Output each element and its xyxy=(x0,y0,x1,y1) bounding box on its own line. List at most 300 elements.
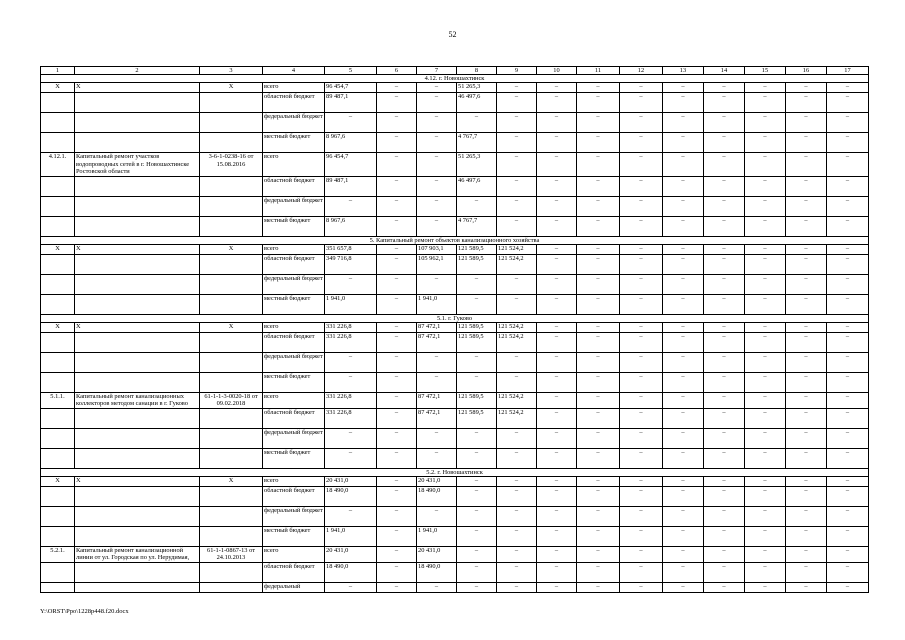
table-row xyxy=(41,582,869,592)
value-cell: – xyxy=(497,582,537,592)
value-cell: – xyxy=(745,526,786,546)
item-number-cell xyxy=(41,133,75,153)
column-number-row xyxy=(41,67,869,75)
value-cell: 331 226,8 xyxy=(325,392,377,408)
value-cell: – xyxy=(325,196,377,216)
value-cell: – xyxy=(827,93,869,113)
value-cell: – xyxy=(663,486,704,506)
value-cell: 121 524,2 xyxy=(497,332,537,352)
item-number-cell xyxy=(41,274,75,294)
value-cell: 18 490,0 xyxy=(417,486,457,506)
value-cell: – xyxy=(377,294,417,314)
value-cell: – xyxy=(497,113,537,133)
value-cell: – xyxy=(417,428,457,448)
value-cell: – xyxy=(620,476,663,486)
value-cell: – xyxy=(704,562,745,582)
table-row xyxy=(41,196,869,216)
expertise-cell: X xyxy=(200,244,263,254)
value-cell: 121 589,5 xyxy=(457,322,497,332)
expertise-cell xyxy=(200,274,263,294)
value-cell: – xyxy=(827,562,869,582)
value-cell: – xyxy=(704,196,745,216)
value-cell: 8 967,6 xyxy=(325,216,377,236)
item-number-cell xyxy=(41,113,75,133)
value-cell: – xyxy=(620,133,663,153)
value-cell: – xyxy=(417,372,457,392)
value-cell: – xyxy=(417,506,457,526)
value-cell: – xyxy=(577,176,620,196)
value-cell: 96 454,7 xyxy=(325,153,377,177)
value-cell: – xyxy=(704,506,745,526)
value-cell: 121 524,2 xyxy=(497,244,537,254)
value-cell: – xyxy=(497,428,537,448)
value-cell: – xyxy=(537,582,577,592)
value-cell: – xyxy=(377,274,417,294)
item-number-cell: 5.2.1. xyxy=(41,546,75,562)
value-cell: – xyxy=(537,546,577,562)
value-cell: – xyxy=(827,153,869,177)
column-number-cell: 3 xyxy=(200,67,263,75)
value-cell: – xyxy=(325,113,377,133)
value-cell: – xyxy=(417,448,457,468)
value-cell: – xyxy=(786,476,827,486)
value-cell: 351 657,8 xyxy=(325,244,377,254)
funding-source-cell: всего xyxy=(263,476,325,486)
value-cell: – xyxy=(537,372,577,392)
table-row xyxy=(41,428,869,448)
column-number-cell: 17 xyxy=(827,67,869,75)
value-cell: – xyxy=(537,254,577,274)
table-row xyxy=(41,133,869,153)
value-cell: – xyxy=(577,196,620,216)
column-number-cell: 15 xyxy=(745,67,786,75)
value-cell: – xyxy=(827,196,869,216)
value-cell: 8 967,6 xyxy=(325,133,377,153)
value-cell: 121 589,5 xyxy=(457,392,497,408)
value-cell: – xyxy=(704,448,745,468)
value-cell: – xyxy=(377,322,417,332)
value-cell: – xyxy=(620,332,663,352)
item-number-cell xyxy=(41,408,75,428)
value-cell: 4 767,7 xyxy=(457,133,497,153)
value-cell: – xyxy=(827,113,869,133)
value-cell: – xyxy=(377,506,417,526)
value-cell: – xyxy=(577,244,620,254)
value-cell: – xyxy=(704,428,745,448)
value-cell: – xyxy=(577,546,620,562)
value-cell: – xyxy=(745,372,786,392)
value-cell: – xyxy=(577,83,620,93)
value-cell: – xyxy=(577,274,620,294)
value-cell: 20 431,0 xyxy=(417,476,457,486)
value-cell: – xyxy=(577,392,620,408)
expertise-cell: X xyxy=(200,476,263,486)
item-name-cell xyxy=(75,562,200,582)
value-cell: 105 962,1 xyxy=(417,254,457,274)
value-cell: – xyxy=(417,352,457,372)
value-cell: – xyxy=(620,448,663,468)
section-header-row xyxy=(41,314,869,322)
table-row xyxy=(41,506,869,526)
column-number-cell: 1 xyxy=(41,67,75,75)
value-cell: – xyxy=(786,428,827,448)
table-row xyxy=(41,254,869,274)
value-cell: – xyxy=(377,372,417,392)
value-cell: – xyxy=(745,254,786,274)
funding-source-cell: областной бюджет xyxy=(263,332,325,352)
section-title: 5. Капитальный ремонт объектов канализационного хозяйства xyxy=(41,236,869,244)
value-cell: – xyxy=(786,133,827,153)
funding-source-cell: федеральный xyxy=(263,582,325,592)
value-cell: – xyxy=(417,176,457,196)
value-cell: – xyxy=(417,216,457,236)
value-cell: – xyxy=(457,562,497,582)
expertise-cell xyxy=(200,526,263,546)
column-number-cell: 11 xyxy=(577,67,620,75)
value-cell: – xyxy=(577,133,620,153)
item-name-cell xyxy=(75,408,200,428)
value-cell: 96 454,7 xyxy=(325,83,377,93)
value-cell: – xyxy=(704,274,745,294)
table-row xyxy=(41,216,869,236)
value-cell: – xyxy=(704,582,745,592)
value-cell: – xyxy=(457,352,497,372)
expertise-cell xyxy=(200,486,263,506)
value-cell: – xyxy=(745,153,786,177)
value-cell: – xyxy=(786,546,827,562)
table-row xyxy=(41,113,869,133)
value-cell: – xyxy=(620,582,663,592)
value-cell: – xyxy=(620,254,663,274)
item-name-cell: X xyxy=(75,322,200,332)
value-cell: – xyxy=(537,392,577,408)
value-cell: 121 524,2 xyxy=(497,392,537,408)
value-cell: – xyxy=(704,372,745,392)
value-cell: – xyxy=(457,448,497,468)
value-cell: – xyxy=(497,546,537,562)
value-cell: – xyxy=(745,332,786,352)
funding-source-cell: федеральный бюджет xyxy=(263,428,325,448)
value-cell: – xyxy=(377,526,417,546)
value-cell: – xyxy=(577,582,620,592)
value-cell: – xyxy=(377,392,417,408)
value-cell: 87 472,1 xyxy=(417,408,457,428)
value-cell: – xyxy=(620,372,663,392)
value-cell: – xyxy=(325,506,377,526)
expertise-cell xyxy=(200,216,263,236)
value-cell: – xyxy=(663,352,704,372)
funding-source-cell: местный бюджет xyxy=(263,294,325,314)
value-cell: – xyxy=(457,294,497,314)
value-cell: – xyxy=(786,176,827,196)
value-cell: 331 226,8 xyxy=(325,322,377,332)
item-name-cell: Капитальный ремонт канализационной линии от ул. Городская по ул. Нерудимая, xyxy=(75,546,200,562)
expertise-cell: 61-1-1-3-0020-18 от 09.02.2018 xyxy=(200,392,263,408)
value-cell: – xyxy=(377,408,417,428)
table-row xyxy=(41,486,869,506)
funding-source-cell: областной бюджет xyxy=(263,176,325,196)
value-cell: – xyxy=(786,506,827,526)
funding-source-cell: местный бюджет xyxy=(263,216,325,236)
value-cell: – xyxy=(620,408,663,428)
value-cell: – xyxy=(537,83,577,93)
value-cell: 89 487,1 xyxy=(325,176,377,196)
value-cell: – xyxy=(537,352,577,372)
funding-source-cell: местный бюджет xyxy=(263,133,325,153)
value-cell: – xyxy=(704,486,745,506)
table-row xyxy=(41,93,869,113)
value-cell: – xyxy=(325,582,377,592)
expertise-cell xyxy=(200,428,263,448)
value-cell: – xyxy=(786,254,827,274)
table-row xyxy=(41,274,869,294)
value-cell: – xyxy=(577,428,620,448)
value-cell: – xyxy=(620,216,663,236)
value-cell: – xyxy=(457,274,497,294)
value-cell: 46 497,6 xyxy=(457,176,497,196)
value-cell: – xyxy=(663,133,704,153)
item-name-cell: Капитальный ремонт участков водопроводных сетей в г. Новошахтинске Ростовской области xyxy=(75,153,200,177)
value-cell: – xyxy=(827,526,869,546)
value-cell: – xyxy=(745,562,786,582)
value-cell: – xyxy=(786,153,827,177)
value-cell: – xyxy=(786,392,827,408)
value-cell: – xyxy=(577,506,620,526)
item-name-cell xyxy=(75,113,200,133)
value-cell: – xyxy=(786,244,827,254)
item-name-cell xyxy=(75,196,200,216)
value-cell: – xyxy=(377,476,417,486)
item-name-cell xyxy=(75,486,200,506)
value-cell: – xyxy=(497,562,537,582)
value-cell: – xyxy=(377,428,417,448)
value-cell: 51 265,3 xyxy=(457,83,497,93)
item-name-cell xyxy=(75,216,200,236)
item-number-cell xyxy=(41,176,75,196)
funding-source-cell: областной бюджет xyxy=(263,254,325,274)
value-cell: – xyxy=(704,244,745,254)
item-name-cell xyxy=(75,93,200,113)
funding-source-cell: федеральный бюджет xyxy=(263,506,325,526)
value-cell: – xyxy=(663,294,704,314)
value-cell: – xyxy=(786,486,827,506)
value-cell: – xyxy=(497,216,537,236)
expertise-cell xyxy=(200,562,263,582)
value-cell: – xyxy=(704,322,745,332)
column-number-cell: 5 xyxy=(325,67,377,75)
value-cell: – xyxy=(827,408,869,428)
value-cell: – xyxy=(537,332,577,352)
value-cell: – xyxy=(377,216,417,236)
value-cell: – xyxy=(577,448,620,468)
value-cell: – xyxy=(704,352,745,372)
value-cell: – xyxy=(620,244,663,254)
value-cell: – xyxy=(457,582,497,592)
value-cell: – xyxy=(663,546,704,562)
table-row xyxy=(41,322,869,332)
value-cell: – xyxy=(417,83,457,93)
value-cell: – xyxy=(497,372,537,392)
column-number-cell: 6 xyxy=(377,67,417,75)
value-cell: – xyxy=(620,546,663,562)
value-cell: – xyxy=(577,254,620,274)
value-cell: – xyxy=(827,428,869,448)
table-row xyxy=(41,176,869,196)
column-number-cell: 16 xyxy=(786,67,827,75)
value-cell: – xyxy=(537,113,577,133)
item-name-cell xyxy=(75,582,200,592)
section-header-row xyxy=(41,75,869,83)
value-cell: – xyxy=(497,153,537,177)
value-cell: – xyxy=(663,408,704,428)
value-cell: – xyxy=(704,254,745,274)
value-cell: – xyxy=(537,562,577,582)
value-cell: – xyxy=(537,196,577,216)
value-cell: – xyxy=(704,546,745,562)
value-cell: – xyxy=(827,392,869,408)
column-number-cell: 13 xyxy=(663,67,704,75)
value-cell: – xyxy=(663,332,704,352)
item-name-cell xyxy=(75,526,200,546)
value-cell: – xyxy=(417,133,457,153)
value-cell: – xyxy=(786,352,827,372)
value-cell: – xyxy=(537,506,577,526)
value-cell: – xyxy=(620,93,663,113)
value-cell: 87 472,1 xyxy=(417,392,457,408)
table-row xyxy=(41,392,869,408)
value-cell: – xyxy=(827,372,869,392)
item-name-cell xyxy=(75,332,200,352)
value-cell: – xyxy=(417,582,457,592)
value-cell: – xyxy=(745,113,786,133)
value-cell: – xyxy=(663,448,704,468)
funding-source-cell: федеральный бюджет xyxy=(263,274,325,294)
value-cell: – xyxy=(786,372,827,392)
value-cell: – xyxy=(827,176,869,196)
expertise-cell xyxy=(200,506,263,526)
value-cell: – xyxy=(377,582,417,592)
value-cell: – xyxy=(620,274,663,294)
value-cell: – xyxy=(827,294,869,314)
value-cell: – xyxy=(577,526,620,546)
value-cell: – xyxy=(377,83,417,93)
value-cell: – xyxy=(497,196,537,216)
funding-source-cell: местный бюджет xyxy=(263,448,325,468)
value-cell: 20 431,0 xyxy=(325,546,377,562)
value-cell: – xyxy=(577,216,620,236)
value-cell: – xyxy=(745,216,786,236)
expertise-cell xyxy=(200,352,263,372)
value-cell: – xyxy=(827,486,869,506)
value-cell: – xyxy=(537,244,577,254)
item-name-cell xyxy=(75,448,200,468)
table-row xyxy=(41,408,869,428)
item-name-cell xyxy=(75,294,200,314)
value-cell: – xyxy=(620,153,663,177)
value-cell: 121 524,2 xyxy=(497,254,537,274)
funding-source-cell: всего xyxy=(263,322,325,332)
expertise-cell: X xyxy=(200,322,263,332)
value-cell: – xyxy=(745,133,786,153)
value-cell: – xyxy=(827,216,869,236)
item-number-cell xyxy=(41,352,75,372)
value-cell: – xyxy=(745,546,786,562)
item-name-cell: X xyxy=(75,83,200,93)
value-cell: – xyxy=(704,476,745,486)
value-cell: – xyxy=(457,486,497,506)
value-cell: – xyxy=(577,486,620,506)
value-cell: – xyxy=(577,476,620,486)
expertise-cell xyxy=(200,372,263,392)
value-cell: – xyxy=(620,526,663,546)
value-cell: – xyxy=(457,546,497,562)
value-cell: – xyxy=(786,294,827,314)
value-cell: – xyxy=(745,486,786,506)
value-cell: – xyxy=(663,176,704,196)
section-title: 5.1. г. Гуково xyxy=(41,314,869,322)
value-cell: – xyxy=(786,196,827,216)
value-cell: 121 589,5 xyxy=(457,244,497,254)
value-cell: – xyxy=(786,526,827,546)
value-cell: – xyxy=(745,428,786,448)
value-cell: – xyxy=(827,254,869,274)
value-cell: – xyxy=(827,244,869,254)
value-cell: – xyxy=(537,294,577,314)
value-cell: – xyxy=(537,176,577,196)
value-cell: – xyxy=(457,372,497,392)
value-cell: – xyxy=(457,526,497,546)
value-cell: – xyxy=(663,582,704,592)
value-cell: – xyxy=(620,176,663,196)
value-cell: 1 941,0 xyxy=(417,294,457,314)
item-number-cell: X xyxy=(41,322,75,332)
value-cell: – xyxy=(704,93,745,113)
value-cell: – xyxy=(577,113,620,133)
value-cell: – xyxy=(663,113,704,133)
value-cell: 121 589,5 xyxy=(457,408,497,428)
value-cell: – xyxy=(537,274,577,294)
value-cell: – xyxy=(417,113,457,133)
value-cell: – xyxy=(577,93,620,113)
column-number-cell: 14 xyxy=(704,67,745,75)
value-cell: – xyxy=(827,546,869,562)
value-cell: – xyxy=(457,506,497,526)
value-cell: – xyxy=(786,562,827,582)
value-cell: – xyxy=(786,322,827,332)
column-number-cell: 10 xyxy=(537,67,577,75)
value-cell: 121 524,2 xyxy=(497,322,537,332)
table-row xyxy=(41,244,869,254)
value-cell: – xyxy=(827,274,869,294)
value-cell: – xyxy=(377,546,417,562)
value-cell: – xyxy=(663,274,704,294)
funding-source-cell: местный бюджет xyxy=(263,526,325,546)
value-cell: – xyxy=(745,176,786,196)
table-row xyxy=(41,372,869,392)
funding-source-cell: всего xyxy=(263,546,325,562)
expertise-cell xyxy=(200,408,263,428)
funding-source-cell: федеральный бюджет xyxy=(263,196,325,216)
item-name-cell: Капитальный ремонт канализационных коллекторов методом санации в г. Гуково xyxy=(75,392,200,408)
item-number-cell: 5.1.1. xyxy=(41,392,75,408)
value-cell: – xyxy=(663,372,704,392)
expertise-cell: 61-1-1-0867-13 от 24.10.2013 xyxy=(200,546,263,562)
value-cell: – xyxy=(786,448,827,468)
value-cell: 87 472,1 xyxy=(417,322,457,332)
value-cell: 331 226,8 xyxy=(325,408,377,428)
value-cell: – xyxy=(377,153,417,177)
item-number-cell: X xyxy=(41,244,75,254)
